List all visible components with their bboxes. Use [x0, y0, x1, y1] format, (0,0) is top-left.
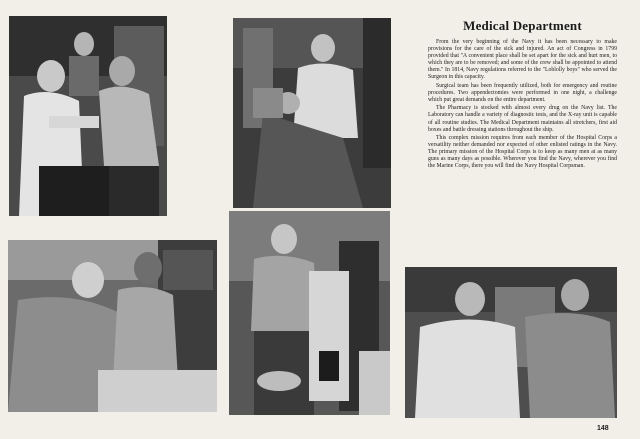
page-number: 148 — [597, 425, 609, 432]
article-paragraph: Surgical team has been frequently utilized, both for emergency and routine procedures. Two appendectomies were performed in one night, a challenge which put great demands on the entire department. — [428, 82, 617, 103]
article — [428, 18, 617, 172]
photo-laboratory-corpsmen — [8, 240, 217, 412]
article-paragraph: This complex mission requires from each member of the Hospital Corps a versatility neither demanded nor expected of other enlisted ratings in the Navy. The primary mission of the Hospital Corps is to keep as many men at as many guns as many days as possible. Wherever you find the Navy, wherever you find the Marine Corps, there you will find the Navy Hospital Corpsman. — [428, 135, 617, 170]
photo-doctor-examining-sailor — [9, 16, 167, 216]
article-paragraph: The Pharmacy is stocked with almost every drug on the Navy list. The Laboratory can handle a variety of diagnostic tests, and the X-ray unit is capable of all routine studies. The Medical Department maintains all stretchers, first aid boxes and battle dressing stations throughout the ship. — [428, 105, 617, 133]
photo-xray-unit — [229, 211, 390, 415]
photo-injection — [405, 267, 617, 418]
article-paragraph: From the very beginning of the Navy it has been necessary to make provisions for the care of the sick and injured. An act of Congress in 1799 provided that "A convenient place shall be set apart for the sick and hurt men, to which they are to be removed; and some of the crew shall be appointed to attend them." In 1814, Navy regulations referred to the "Loblolly boys" who served the Surgeon in this capacity. — [428, 39, 617, 81]
article-title: Medical Department — [463, 18, 582, 33]
photo-dental-exam — [233, 18, 391, 208]
